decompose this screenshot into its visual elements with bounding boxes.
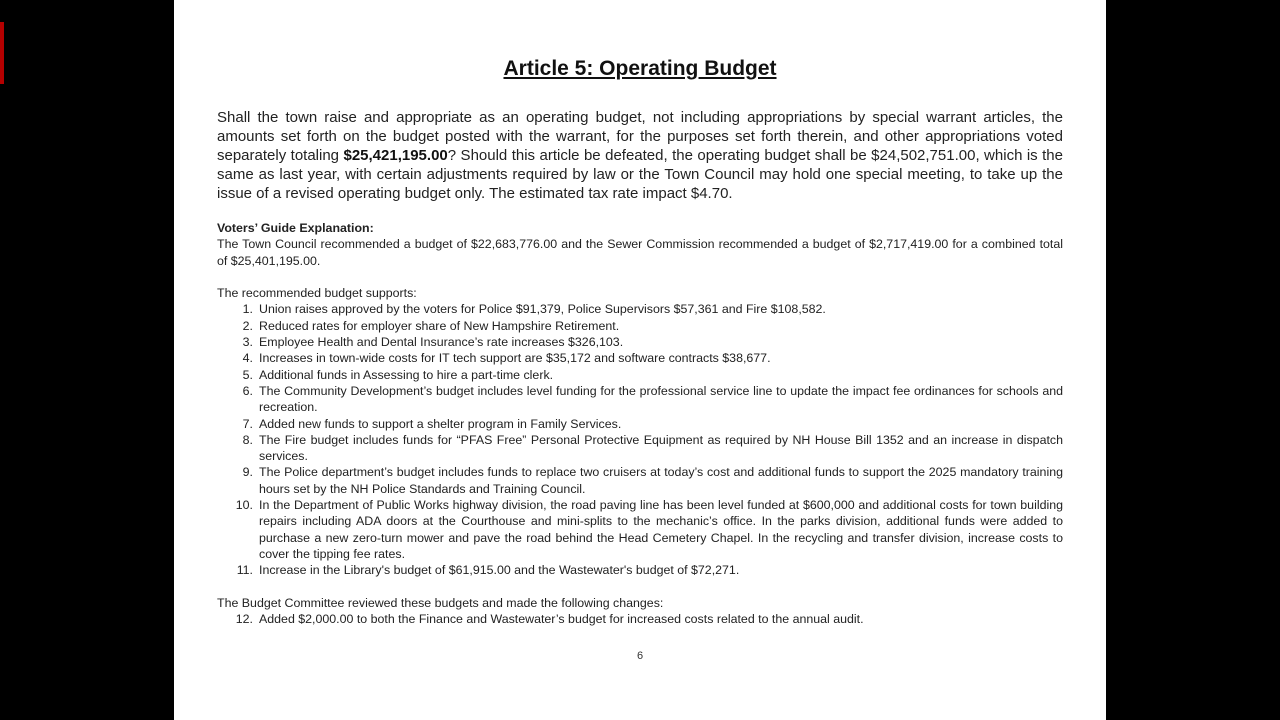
list-item-number: 8. [242, 432, 253, 447]
list-item [217, 334, 1063, 350]
list-item-text: Increases in town-wide costs for IT tech support are $35,172 and software contracts $38,677. [259, 351, 771, 366]
list-item-number: 5. [242, 367, 253, 382]
list-item-number: 9. [242, 465, 253, 480]
supports-list [217, 301, 1063, 578]
list-item-text: Union raises approved by the voters for Police $91,379, Police Supervisors $57,361 and Fire $108,582. [259, 302, 826, 317]
voters-guide-text: The Town Council recommended a budget of $22,683,776.00 and the Sewer Commission recommended a budget of $2,717,419.00 for a combined total of $25,401,195.00. [217, 237, 1063, 268]
list-item [217, 562, 1063, 578]
list-item-number: 6. [242, 383, 253, 398]
list-item [217, 416, 1063, 432]
list-item [217, 383, 1063, 416]
voters-guide-heading: Voters’ Guide Explanation: [217, 221, 374, 235]
voters-guide-section [217, 220, 1063, 627]
red-edge-marker [0, 22, 4, 84]
list-item [217, 611, 1063, 627]
committee-intro: The Budget Committee reviewed these budgets and made the following changes: [217, 595, 664, 610]
list-item-text: Increase in the Library's budget of $61,915.00 and the Wastewater's budget of $72,271. [259, 563, 740, 578]
list-item-text: Additional funds in Assessing to hire a part-time clerk. [259, 367, 554, 382]
list-item-number: 1. [242, 302, 253, 317]
list-item-number: 11. [236, 563, 253, 578]
article-text-before: Shall the town raise and appropriate as an operating budget, not including appropriations by special warrant articles, the amounts set forth on the budget posted with the warrant, for the purposes set forth therein, and other appropriations voted separately totaling [217, 109, 1063, 164]
list-item-number: 2. [242, 318, 253, 333]
list-item-number: 4. [242, 351, 253, 366]
list-item-text: In the Department of Public Works highway division, the road paving line has been level funded at $600,000 and additional costs for town building repairs including ADA doors at the Courthouse and mini-splits to the mechanic’s office. In the parks division, additional funds were added to purchase a new zero-turn mower and pave the road behind the Head Cemetery Chapel. In the recycling and transfer division, increase costs to cover the tipping fee rates. [259, 498, 1063, 561]
list-item-text: Added new funds to support a shelter program in Family Services. [259, 416, 622, 431]
list-item-text: Reduced rates for employer share of New Hampshire Retirement. [259, 318, 620, 333]
list-item-number: 12. [235, 612, 253, 627]
list-item-text: The Community Development’s budget includes level funding for the professional service line to update the impact fee ordinances for schools and recreation. [259, 383, 1063, 415]
article-title: Article 5: Operating Budget [503, 57, 777, 80]
list-item-number: 10. [235, 498, 253, 513]
list-item [217, 432, 1063, 465]
list-item-text: Employee Health and Dental Insurance’s rate increases $326,103. [259, 335, 624, 350]
list-item [217, 301, 1063, 317]
article-text-after: ? Should this article be defeated, the operating budget shall be $24,502,751.00, which is the same as last year, with certain adjustments required by law or the Town Council may hold one special meeting, to take up the issue of a revised operating budget only. The estimated tax rate impact $4.70. [217, 147, 1063, 202]
list-item-text: The Fire budget includes funds for “PFAS Free” Personal Protective Equipment as required by NH House Bill 1352 and an increase in dispatch services. [259, 432, 1063, 464]
list-item-number: 3. [242, 335, 253, 350]
list-item-text: Added $2,000.00 to both the Finance and Wastewater’s budget for increased costs related to the annual audit. [259, 612, 864, 627]
page-number: 6 [636, 650, 644, 662]
list-item-number: 7. [242, 416, 253, 431]
list-item [217, 497, 1063, 562]
list-item [217, 318, 1063, 334]
list-item [217, 350, 1063, 366]
list-item [217, 367, 1063, 383]
document-content [217, 56, 1063, 627]
list-item-text: The Police department’s budget includes funds to replace two cruisers at today’s cost and additional funds to support the 2025 mandatory training hours set by the NH Police Standards and Training Council. [259, 465, 1063, 496]
document-page [174, 0, 1106, 720]
article-paragraph [217, 108, 1063, 203]
committee-list [217, 611, 1063, 627]
supports-intro: The recommended budget supports: [217, 286, 417, 301]
list-item [217, 464, 1063, 497]
article-total-amount: $25,421,195.00 [343, 147, 448, 164]
